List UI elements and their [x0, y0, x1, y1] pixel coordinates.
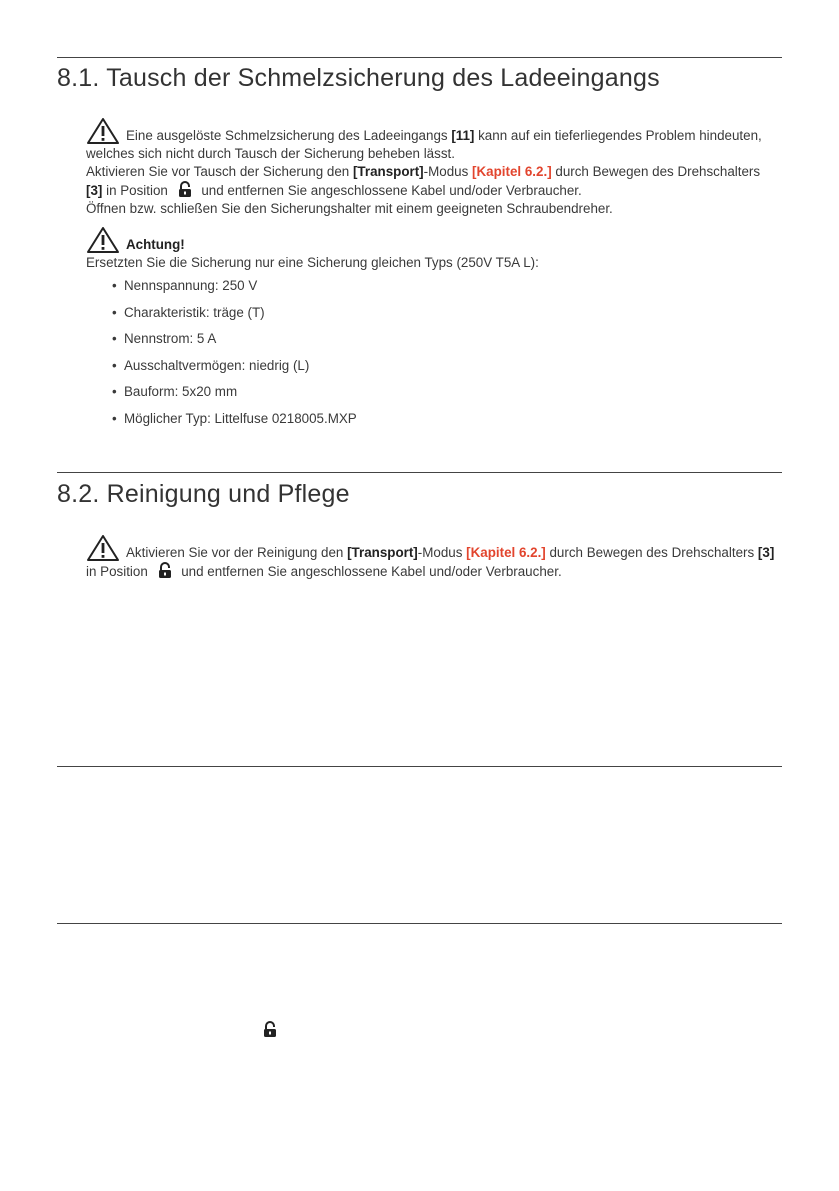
warning-fuse-replacement: Eine ausgelöste Schmelzsicherung des Ladeeingangs [11] kann auf ein tieferliegendes Problem hindeuten, welches sich nicht durch Tausch der Sicherung beheben lässt. Aktivieren Sie vor Tausch der Sicherung den [Transport]-Modus [Kapitel 6.2.] durch Bewegen des Drehschalters [3] in Position und entfernen Sie angeschlossene Kabel und/oder Verbraucher. Öffnen bzw. schließen Sie den Sicherungshalter mit einem geeigneten Schraubendreher. — [86, 117, 776, 218]
divider-top — [57, 57, 782, 58]
lock-open-icon — [177, 181, 193, 198]
achtung-heading: Achtung! — [126, 237, 185, 252]
fuse-spec-list — [112, 276, 357, 435]
section-title-8-2: 8.2. Reinigung und Pflege — [57, 480, 350, 508]
warning-triangle-icon — [86, 117, 120, 145]
list-item: • Nennstrom: 5 A — [112, 331, 217, 346]
warning-triangle-icon — [86, 226, 120, 254]
chapter-reference-link[interactable]: [Kapitel 6.2.] — [472, 164, 552, 179]
chapter-reference-link[interactable]: [Kapitel 6.2.] — [466, 545, 546, 560]
lock-open-icon — [157, 562, 173, 579]
list-item: • Ausschaltvermögen: niedrig (L) — [112, 357, 310, 373]
list-item: • Charakteristik: träge (T) — [112, 304, 265, 320]
divider-section-4 — [57, 923, 782, 924]
divider-section-2 — [57, 472, 782, 473]
list-item: • Nennspannung: 250 V — [112, 278, 258, 293]
section-title-8-1: 8.1. Tausch der Schmelzsicherung des Ladeeingangs — [57, 64, 660, 92]
lock-open-icon — [262, 1021, 278, 1038]
divider-section-3 — [57, 766, 782, 767]
warning-cleaning: Aktivieren Sie vor der Reinigung den [Transport]-Modus [Kapitel 6.2.] durch Bewegen des Drehschalters [3] in Position und entfernen Sie angeschlossene Kabel und/oder Verbraucher. — [86, 534, 776, 581]
list-item: • Möglicher Typ: Littelfuse 0218005.MXP — [112, 410, 357, 426]
warning-triangle-icon — [86, 534, 120, 562]
warning-achtung: Achtung! Ersetzten Sie die Sicherung nur eine Sicherung gleichen Typs (250V T5A L): — [86, 226, 776, 272]
list-item: • Bauform: 5x20 mm — [112, 384, 238, 399]
